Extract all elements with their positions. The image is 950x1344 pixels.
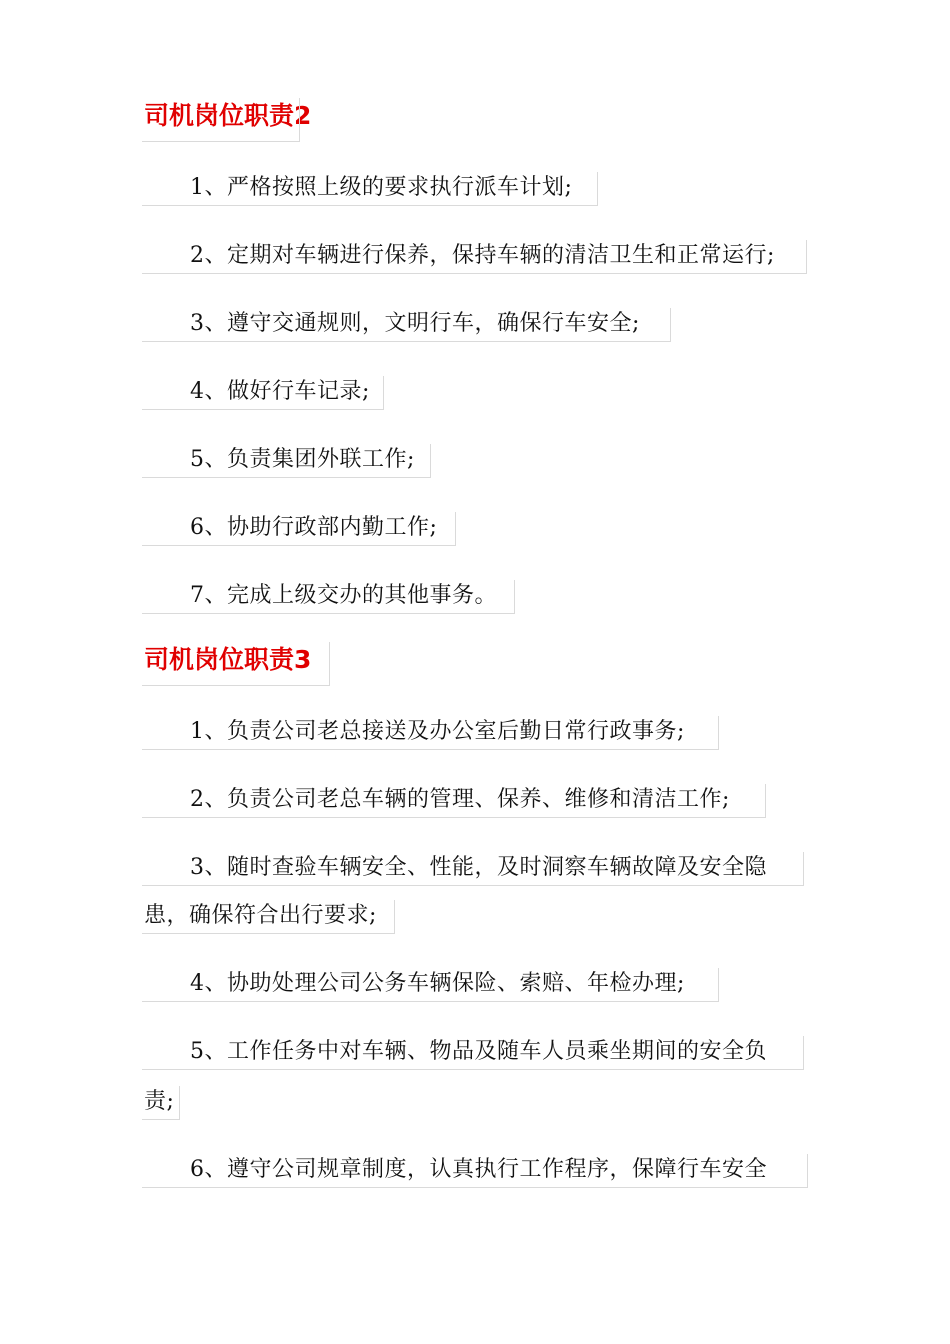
list-item: 5、工作任务中对车辆、物品及随车人员乘坐期间的安全负 bbox=[190, 1039, 767, 1064]
section-title-3: 司机岗位职责3 bbox=[144, 645, 312, 674]
list-item: 2、负责公司老总车辆的管理、保养、维修和清洁工作; bbox=[190, 787, 730, 812]
list-item: 3、遵守交通规则，文明行车，确保行车安全; bbox=[190, 311, 640, 336]
list-item: 4、做好行车记录; bbox=[190, 379, 370, 404]
list-item: 1、严格按照上级的要求执行派车计划; bbox=[190, 175, 573, 200]
list-item: 1、负责公司老总接送及办公室后勤日常行政事务; bbox=[190, 719, 685, 744]
list-item-continuation: 患，确保符合出行要求; bbox=[144, 903, 377, 928]
list-item: 6、协助行政部内勤工作; bbox=[190, 515, 438, 540]
list-item: 5、负责集团外联工作; bbox=[190, 447, 415, 472]
list-item: 2、定期对车辆进行保养，保持车辆的清洁卫生和正常运行; bbox=[190, 243, 775, 268]
list-item: 7、完成上级交办的其他事务。 bbox=[190, 583, 497, 608]
list-item: 6、遵守公司规章制度，认真执行工作程序，保障行车安全 bbox=[190, 1157, 767, 1182]
list-item-continuation: 责; bbox=[144, 1089, 175, 1114]
section-title-2: 司机岗位职责2 bbox=[144, 101, 312, 130]
list-item: 3、随时查验车辆安全、性能，及时洞察车辆故障及安全隐 bbox=[190, 855, 767, 880]
list-item: 4、协助处理公司公务车辆保险、索赔、年检办理; bbox=[190, 971, 685, 996]
